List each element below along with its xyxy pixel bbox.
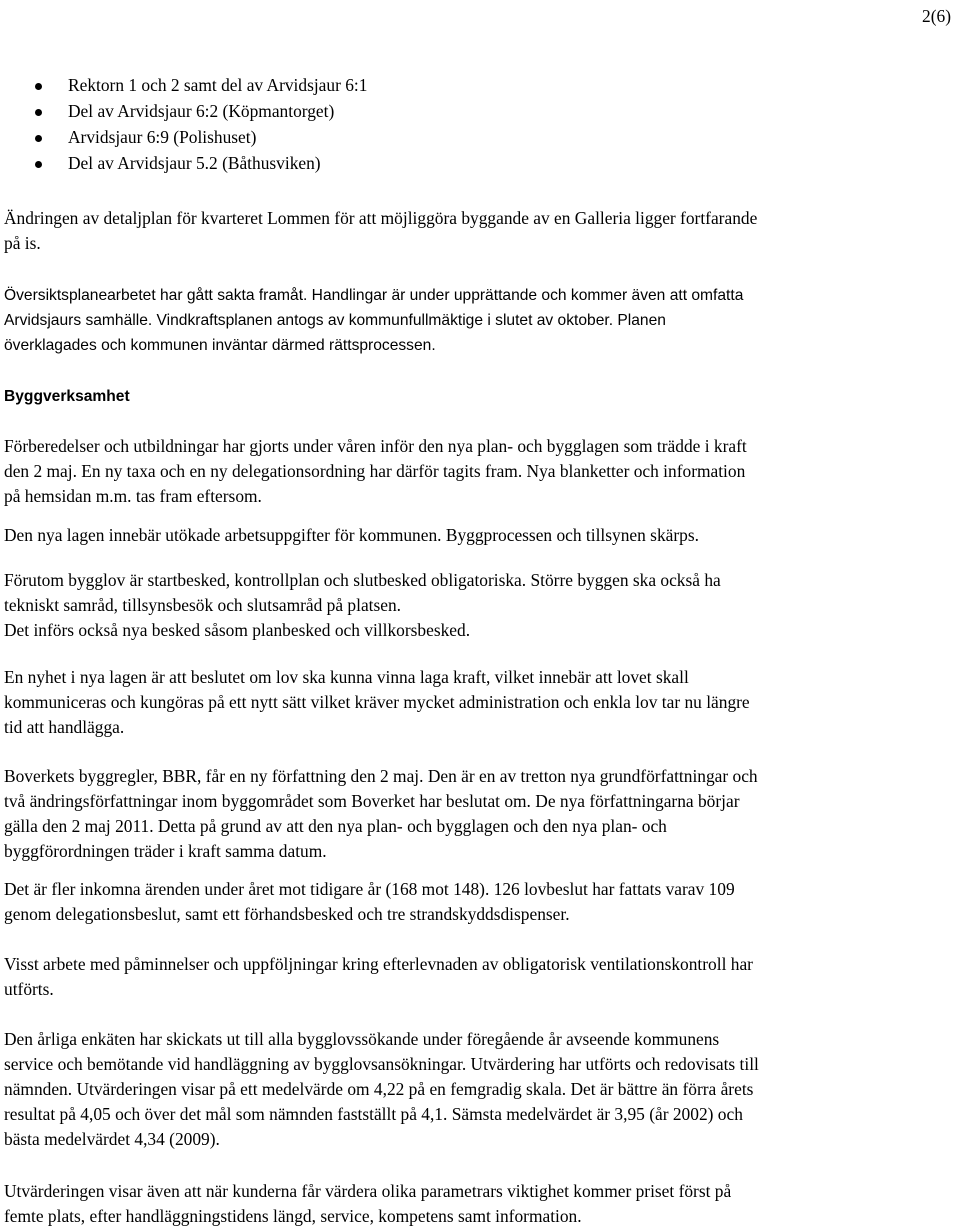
forutom-paragraph: [4, 568, 960, 643]
page-number: 2(6): [922, 6, 951, 26]
paragraph-line: Förberedelser och utbildningar har gjorts under våren inför den nya plan- och bygglagen som trädde i kraft: [4, 436, 747, 456]
paragraph-line: utförts.: [4, 979, 54, 999]
nyhet-paragraph: [4, 665, 960, 740]
nya-lagen-paragraph: [4, 523, 960, 548]
paragraph-line: Förutom bygglov är startbesked, kontrollplan och slutbesked obligatoriska. Större byggen ska också ha: [4, 570, 721, 590]
paragraph-line: tekniskt samråd, tillsynsbesök och slutsamråd på platsen.: [4, 595, 402, 615]
list-item: [0, 72, 960, 98]
paragraph-line: Ändringen av detaljplan för kvarteret Lommen för att möjliggöra byggande av en Galleria ligger fortfarande: [4, 208, 758, 228]
paragraph-line: Översiktsplanearbetet har gått sakta framåt. Handlingar är under upprättande och kommer även att omfatta: [4, 287, 744, 304]
enkat-paragraph: [4, 1027, 960, 1152]
arenden-paragraph: [4, 877, 960, 927]
paragraph-line: nämnden. Utvärderingen visar på ett medelvärde om 4,22 på en femgradig skala. Det är bättre än förra årets: [4, 1079, 754, 1099]
paragraph-line: resultat på 4,05 och över det mål som nämnden fastställt på 4,1. Sämsta medelvärdet är 3,95 (år 2002) och: [4, 1104, 743, 1124]
paragraph-line: på hemsidan m.m. tas fram eftersom.: [4, 486, 262, 506]
paragraph-line: kommuniceras och kungöras på ett nytt sätt vilket kräver mycket administration och enkla lov tar nu längre: [4, 692, 750, 712]
paragraph-line: Visst arbete med påminnelser och uppföljningar kring efterlevnaden av obligatorisk ventilationskontroll har: [4, 954, 753, 974]
paragraph-line: Den årliga enkäten har skickats ut till alla bygglovssökande under föregående år avseende kommunens: [4, 1029, 720, 1049]
bullet-icon: [35, 135, 42, 142]
heading-text: Byggverksamhet: [4, 388, 130, 405]
paragraph-line: tid att handlägga.: [4, 717, 125, 737]
property-bullet-list: [0, 72, 960, 176]
paragraph-line: genom delegationsbeslut, samt ett förhandsbesked och tre strandskyddsdispenser.: [4, 904, 570, 924]
paragraph-line: överklagades och kommunen inväntar därmed rättsprocessen.: [4, 337, 436, 354]
list-item-text: Del av Arvidsjaur 6:2 (Köpmantorget): [68, 101, 335, 121]
paragraph-line: Arvidsjaurs samhälle. Vindkraftsplanen antogs av kommunfullmäktige i slutet av oktober. Planen: [4, 312, 666, 329]
paragraph-line: byggförordningen träder i kraft samma datum.: [4, 841, 327, 861]
list-item-text: Del av Arvidsjaur 5.2 (Båthusviken): [68, 153, 321, 173]
bullet-icon: [35, 161, 42, 168]
paragraph-line: femte plats, efter handläggningstidens längd, service, kompetens samt information.: [4, 1206, 582, 1226]
ventilation-paragraph: [4, 952, 960, 1002]
paragraph-line: Den nya lagen innebär utökade arbetsuppgifter för kommunen. Byggprocessen och tillsynen skärps.: [4, 525, 699, 545]
paragraph-line: på is.: [4, 233, 41, 253]
paragraph-line: Boverkets byggregler, BBR, får en ny författning den 2 maj. Den är en av tretton nya grundförfattningar och: [4, 766, 758, 786]
paragraph-line: Utvärderingen visar även att när kunderna får värdera olika parametrars viktighet kommer priset först på: [4, 1181, 732, 1201]
bullet-icon: [35, 83, 42, 90]
paragraph-line: En nyhet i nya lagen är att beslutet om lov ska kunna vinna laga kraft, vilket innebär att lovet skall: [4, 667, 689, 687]
oversiktsplan-paragraph: [4, 283, 960, 358]
paragraph-line: gälla den 2 maj 2011. Detta på grund av att den nya plan- och bygglagen och den nya plan- och: [4, 816, 667, 836]
paragraph-line: den 2 maj. En ny taxa och en ny delegationsordning har därför tagits fram. Nya blanketter och information: [4, 461, 746, 481]
list-item: [0, 98, 960, 124]
list-item-text: Arvidsjaur 6:9 (Polishuset): [68, 127, 257, 147]
list-item: [0, 124, 960, 150]
boverket-paragraph: [4, 764, 960, 864]
list-item: [0, 150, 960, 176]
paragraph-line: Det är fler inkomna ärenden under året mot tidigare år (168 mot 148). 126 lovbeslut har fattats varav 109: [4, 879, 735, 899]
paragraph-line: service och bemötande vid handläggning av bygglovsansökningar. Utvärdering har utförts och redovisats till: [4, 1054, 759, 1074]
paragraph-line: Det införs också nya besked såsom planbesked och villkorsbesked.: [4, 620, 471, 640]
detaljplan-paragraph: [4, 206, 960, 256]
parametrar-paragraph: [4, 1179, 960, 1229]
paragraph-line: bästa medelvärdet 4,34 (2009).: [4, 1129, 220, 1149]
forberedelser-paragraph: [4, 434, 960, 509]
bullet-icon: [35, 109, 42, 116]
list-item-text: Rektorn 1 och 2 samt del av Arvidsjaur 6:1: [68, 75, 368, 95]
section-heading: [4, 384, 960, 409]
paragraph-line: två ändringsförfattningar inom byggområdet som Boverket har beslutat om. De nya författningarna börjar: [4, 791, 740, 811]
